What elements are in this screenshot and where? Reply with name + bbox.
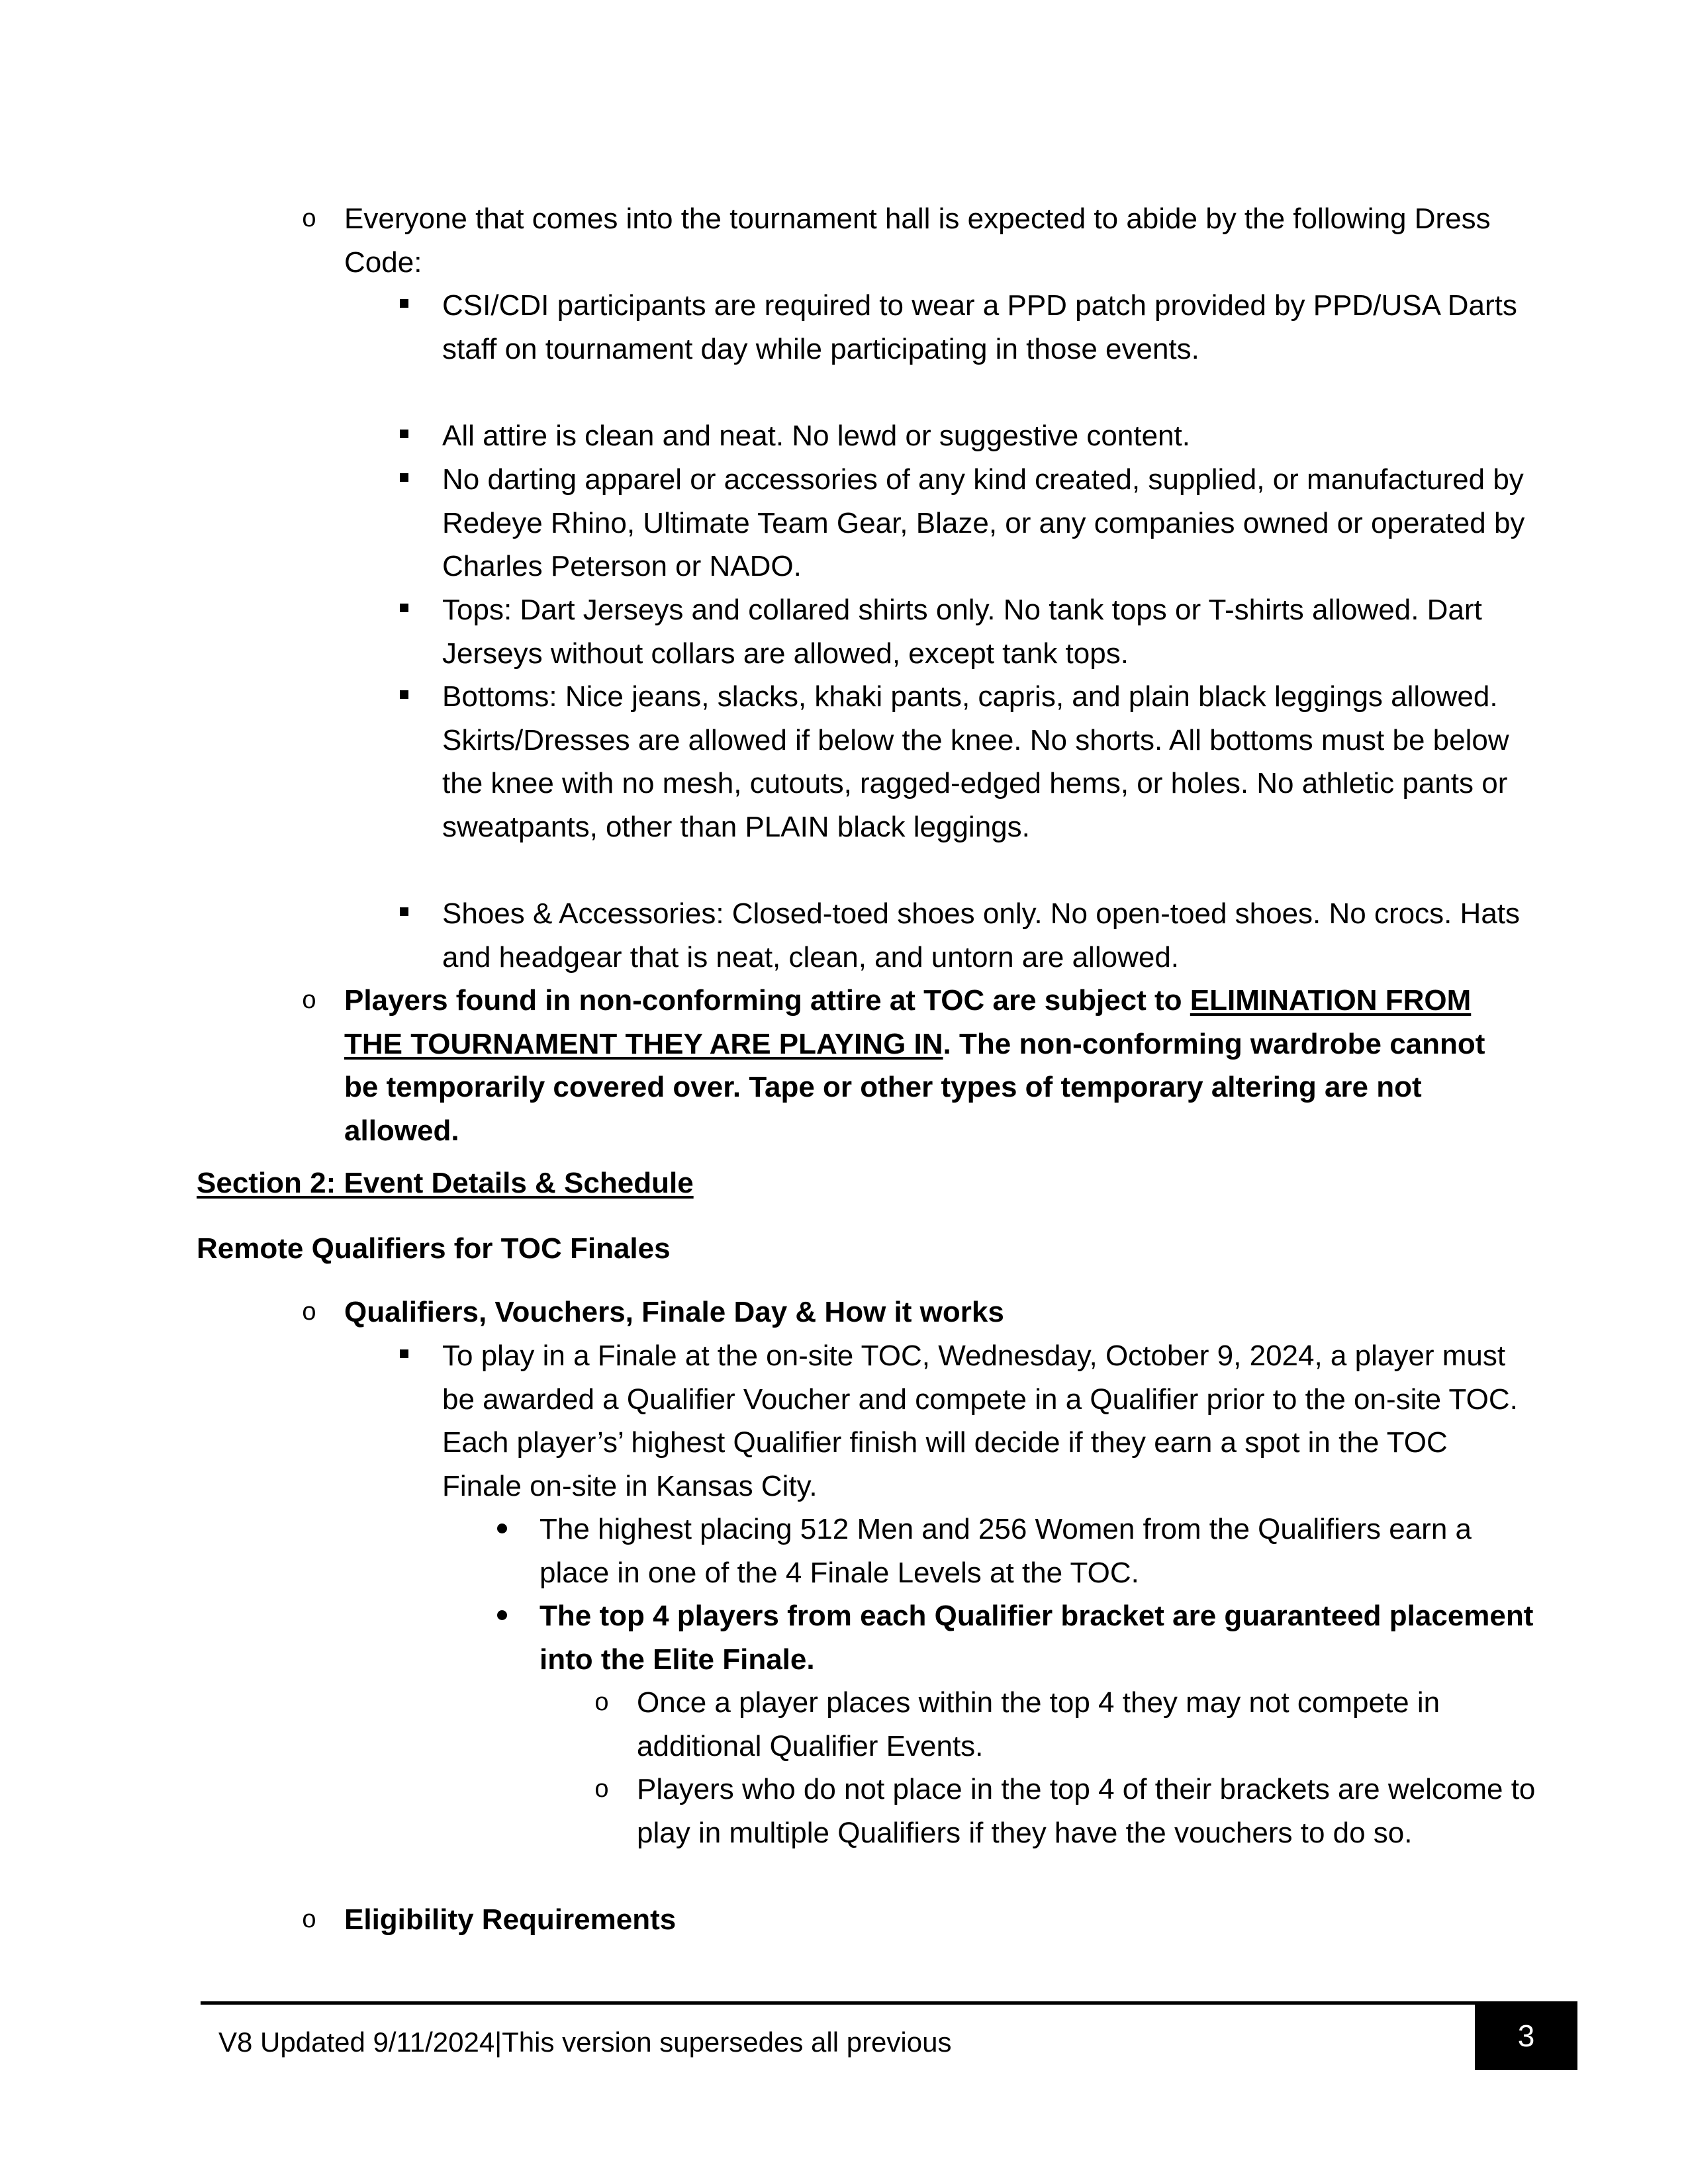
dress-code-rule-text: Shoes & Accessories: Closed-toed shoes only. No open-toed shoes. No crocs. Hats and headgear that is neat, clean, and untorn are allowed. [442,897,1521,974]
circle-bullet-icon: o [302,986,316,1014]
dot-bullet-icon [497,1524,507,1533]
square-bullet-icon [400,430,408,438]
circle-bullet-icon: o [302,1298,316,1326]
attire-warning-text-cont: . The non-conforming wardrobe cannot be temporarily covered over. Tape or other types of temporary altering are not allowed. [344,1027,1485,1147]
circle-bullet-icon: o [594,1775,609,1803]
qualifiers-title-text: Qualifiers, Vouchers, Finale Day & How it works [344,1296,1004,1328]
top4-note [594,1681,1550,1768]
dress-code-intro-text: Everyone that comes into the tournament hall is expected to abide by the following Dress Code: [344,203,1491,279]
square-bullet-icon [400,299,408,308]
top4-rule-text: The top 4 players from each Qualifier bracket are guaranteed placement into the Elite Finale. [539,1600,1534,1676]
top4-note-text: Players who do not place in the top 4 of their brackets are welcome to play in multiple Qualifiers if they have the vouchers to do so. [637,1773,1536,1849]
dress-code-rule-text: CSI/CDI participants are required to wear a PPD patch provided by PPD/USA Darts staff on tournament day while participating in those events. [442,289,1517,365]
circle-bullet-icon: o [302,205,316,232]
square-bullet-icon [400,1349,408,1358]
eligibility-title [302,1898,1523,1942]
footer-version: V8 Updated 9/11/2024|This version supersedes all previous [218,2026,952,2058]
dress-code-rule-text: All attire is clean and neat. No lewd or suggestive content. [442,420,1190,452]
section-heading: Section 2: Event Details & Schedule [197,1167,694,1199]
dress-code-rule [442,675,1528,848]
top4-note-text: Once a player places within the top 4 they may not compete in additional Qualifier Events. [637,1686,1440,1762]
placing-rule [539,1508,1546,1594]
dress-code-rule [442,892,1528,979]
dress-code-rule [442,414,1528,458]
placing-rule-text: The highest placing 512 Men and 256 Women from the Qualifiers earn a place in one of the 4 Finale Levels at the TOC. [539,1513,1472,1589]
dress-code-intro [302,197,1523,284]
square-bullet-icon [400,907,408,916]
square-bullet-icon [400,690,408,699]
qualifiers-title [302,1291,1523,1334]
square-bullet-icon [400,473,408,482]
dress-code-rule-text: No darting apparel or accessories of any kind created, supplied, or manufactured by Redeye Rhino, Ultimate Team Gear, Blaze, or any companies owned or operated by Charles Peterson or NADO. [442,463,1525,582]
dress-code-rule-text: Bottoms: Nice jeans, slacks, khaki pants, capris, and plain black leggings allowed. Skirts/Dresses are allowed if below the knee. No shorts. All bottoms must be below the knee with no mesh, cutouts, ragged-edged hems, or holes. No athletic pants or sweatpants, other than PLAIN black leggings. [442,680,1509,843]
circle-bullet-icon: o [302,1905,316,1933]
attire-warning-text: Players found in non-conforming attire at TOC are subject to [344,984,1190,1017]
top4-rule [539,1594,1546,1681]
square-bullet-icon [400,604,408,612]
subsection-heading: Remote Qualifiers for TOC Finales [197,1232,671,1265]
top4-note [594,1768,1550,1854]
footer-divider [201,2001,1577,2005]
elimination-notice: ELIMINATION FROM THE TOURNAMENT THEY ARE PLAYING IN [344,984,1472,1060]
qualifiers-description-text: To play in a Finale at the on-site TOC, Wednesday, October 9, 2024, a player must be awarded a Qualifier Voucher and compete in a Qualifier prior to the on-site TOC. Each player’s’ highest Qualifier finish will decide if they earn a spot in the TOC Finale on-site in Kansas City. [442,1340,1518,1502]
dress-code-rule [442,458,1528,588]
dress-code-rule [442,588,1528,675]
dress-code-rule [442,284,1528,371]
circle-bullet-icon: o [594,1688,609,1716]
page-number: 3 [1475,2001,1577,2070]
dot-bullet-icon [497,1610,507,1620]
eligibility-title-text: Eligibility Requirements [344,1903,677,1936]
attire-warning [302,979,1523,1152]
dress-code-rule-text: Tops: Dart Jerseys and collared shirts only. No tank tops or T-shirts allowed. Dart Jerseys without collars are allowed, except tank tops. [442,594,1482,670]
qualifiers-description [442,1334,1528,1508]
